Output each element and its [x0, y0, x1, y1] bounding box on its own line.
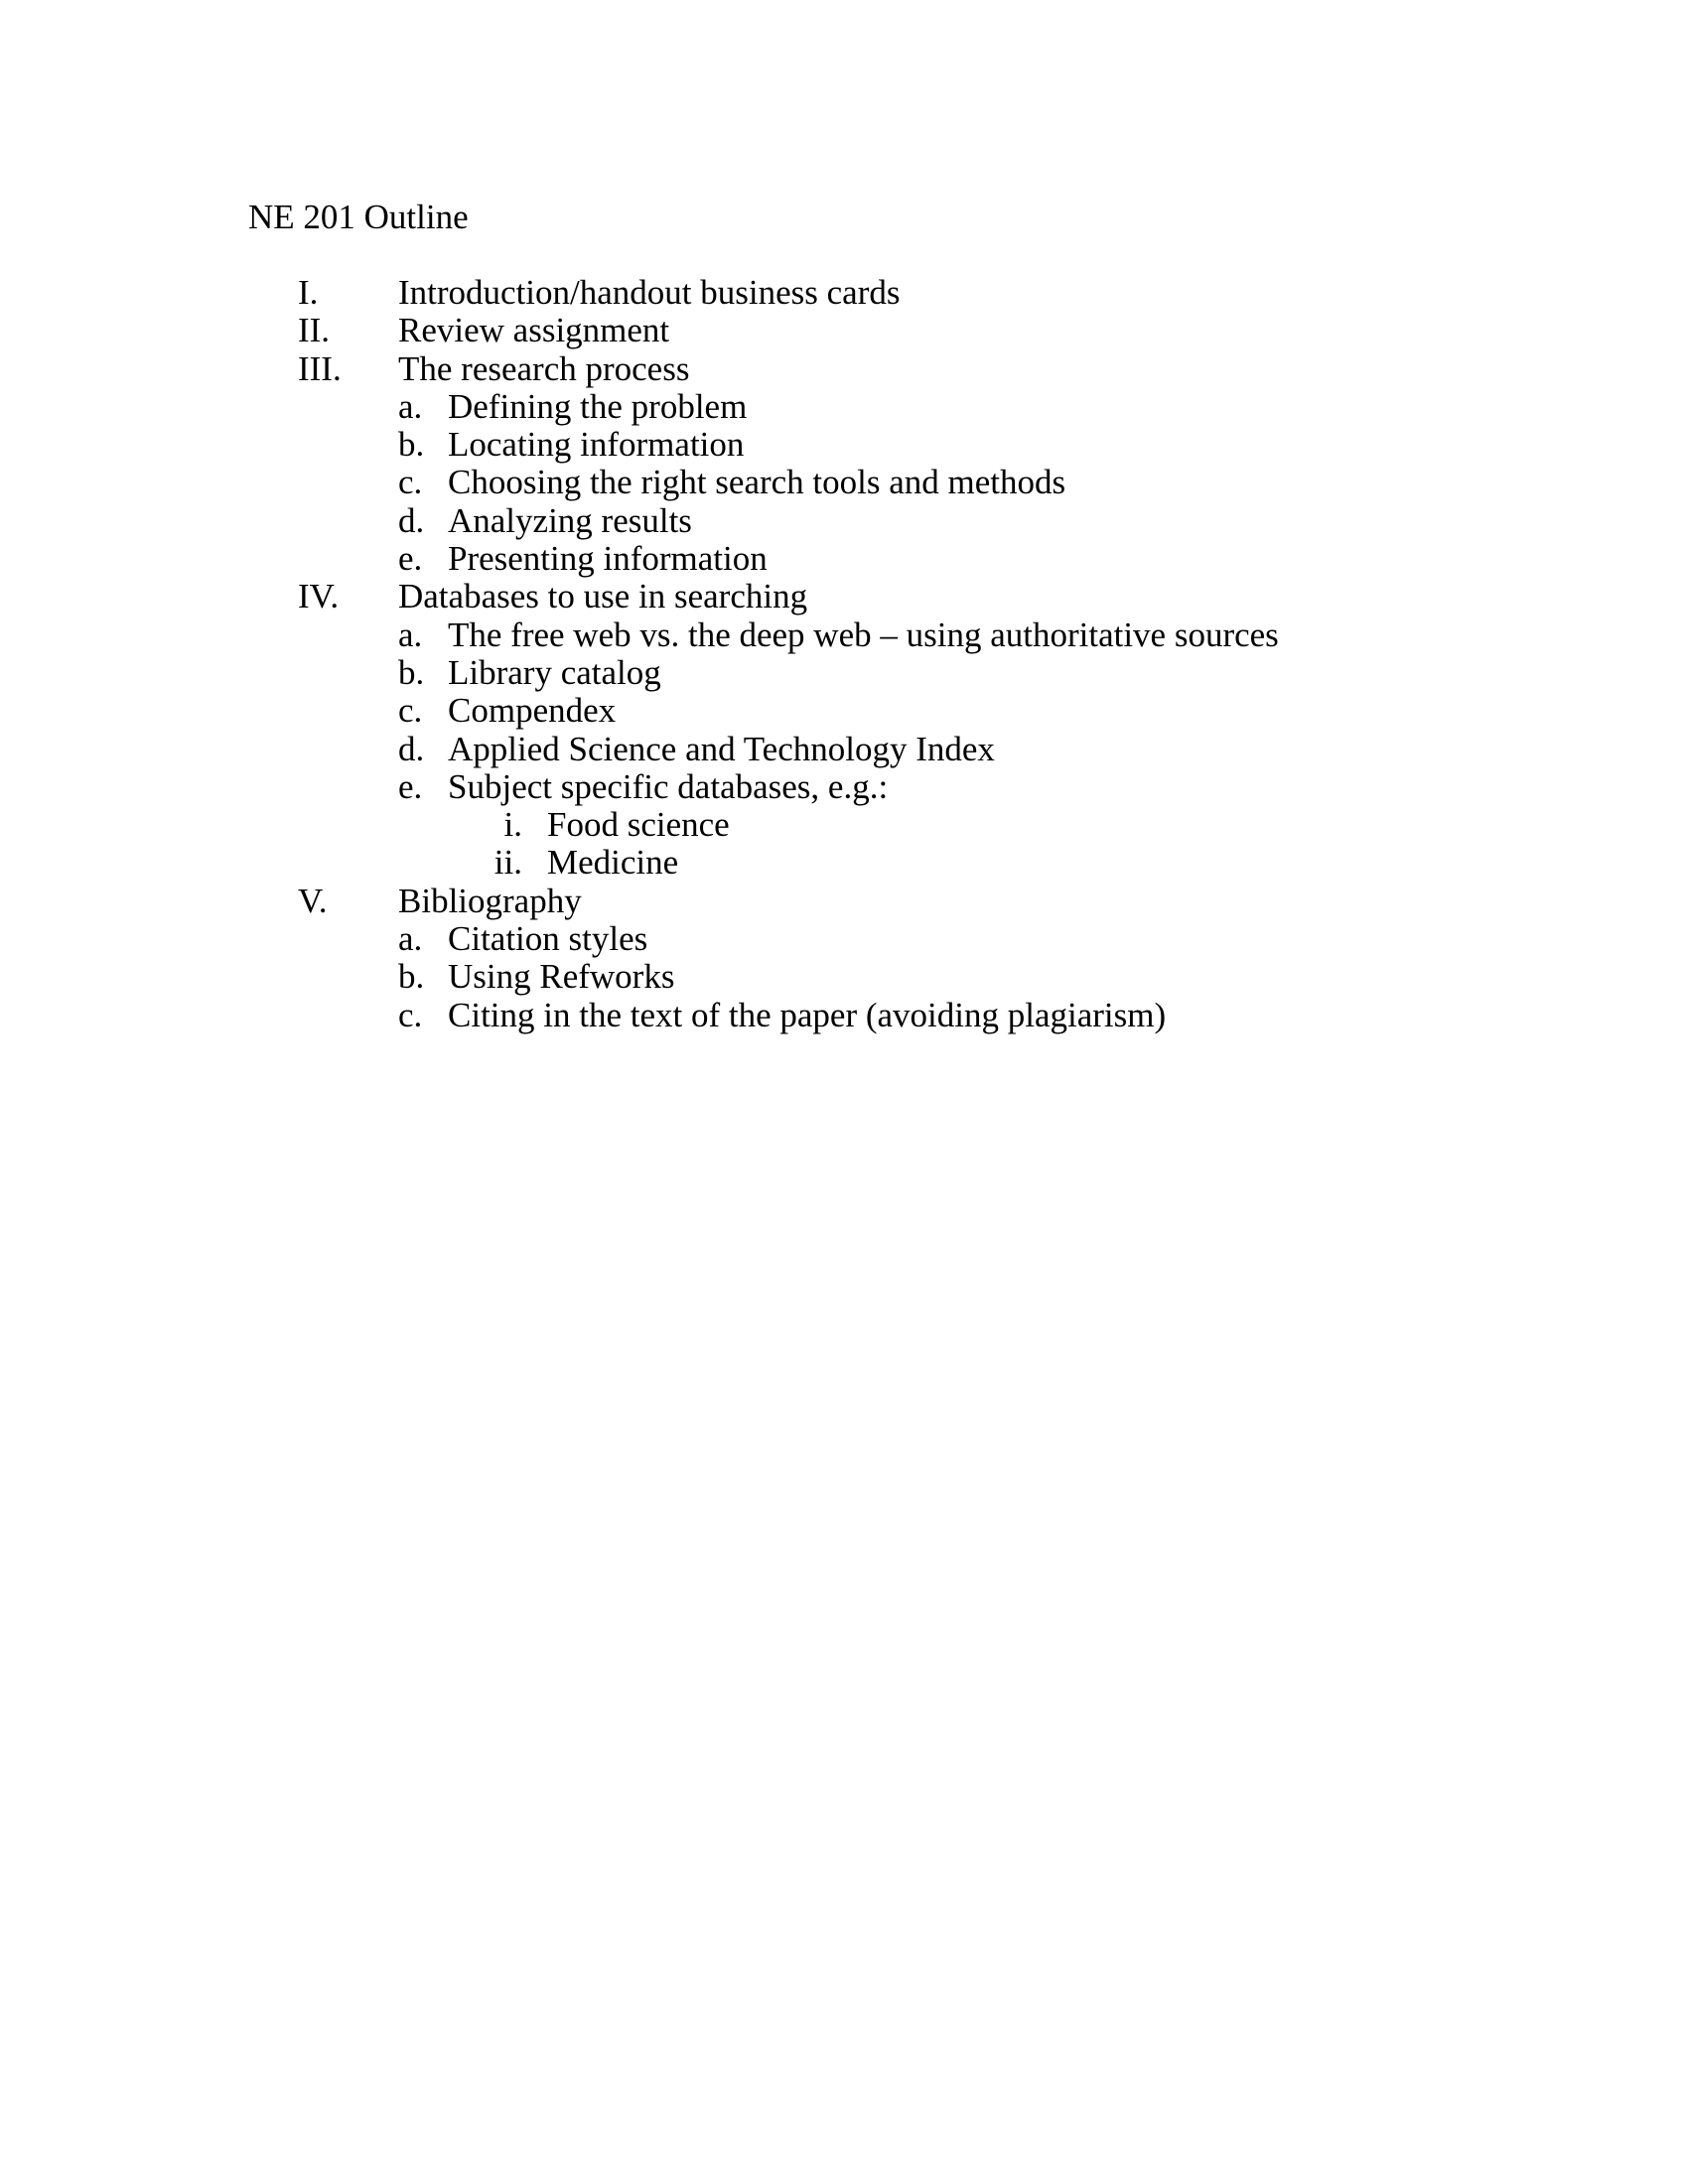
outline-marker: a.: [398, 386, 423, 426]
outline-subitem: [0, 426, 1688, 464]
outline-subitem: [0, 997, 1688, 1034]
outline-subitem: [0, 654, 1688, 692]
outline-marker: V.: [298, 881, 328, 920]
outline-marker: b.: [398, 957, 425, 997]
outline-text: Using Refworks: [448, 957, 675, 997]
outline-marker: e.: [398, 539, 423, 579]
outline-subsubitem: [0, 844, 1688, 882]
outline-text: Citing in the text of the paper (avoiding plagiarism): [448, 995, 1167, 1034]
outline-item: [0, 350, 1688, 388]
outline-subitem: [0, 920, 1688, 958]
outline-item: [0, 578, 1688, 615]
outline-text: The research process: [398, 348, 690, 388]
outline-item: [0, 274, 1688, 312]
outline-text: Locating information: [448, 425, 745, 465]
outline-marker: II.: [298, 311, 331, 350]
outline-list: [0, 274, 1688, 1034]
outline-subitem: [0, 692, 1688, 730]
outline-text: Compendex: [448, 691, 617, 731]
outline-text: Defining the problem: [448, 386, 748, 426]
outline-subitem: [0, 768, 1688, 806]
outline-subitem: [0, 502, 1688, 540]
outline-marker: III.: [298, 348, 342, 388]
outline-item: [0, 312, 1688, 349]
outline-text: Library catalog: [448, 652, 661, 692]
outline-text: Medicine: [547, 843, 679, 883]
outline-text: Choosing the right search tools and methods: [448, 463, 1066, 502]
outline-item: [0, 883, 1688, 920]
outline-marker: ii.: [493, 843, 522, 883]
outline-text: Bibliography: [398, 881, 582, 920]
outline-text: Databases to use in searching: [398, 577, 808, 616]
outline-text: Analyzing results: [448, 500, 692, 540]
outline-subitem: [0, 731, 1688, 768]
outline-marker: IV.: [298, 577, 340, 616]
outline-text: Review assignment: [398, 311, 670, 350]
outline-text: Applied Science and Technology Index: [448, 729, 995, 768]
outline-marker: I.: [298, 273, 319, 312]
outline-text: Citation styles: [448, 919, 648, 959]
outline-subitem: [0, 616, 1688, 654]
outline-marker: d.: [398, 729, 425, 768]
outline-subitem: [0, 388, 1688, 426]
outline-marker: i.: [503, 805, 522, 845]
outline-marker: c.: [398, 691, 423, 731]
outline-marker: c.: [398, 995, 423, 1034]
outline-marker: c.: [398, 463, 423, 502]
outline-subsubitem: [0, 806, 1688, 844]
outline-marker: a.: [398, 919, 423, 959]
document-title: NE 201 Outline: [248, 198, 469, 236]
outline-subitem: [0, 958, 1688, 996]
outline-marker: b.: [398, 652, 425, 692]
outline-subitem: [0, 464, 1688, 501]
outline-marker: a.: [398, 614, 423, 654]
outline-marker: b.: [398, 425, 425, 465]
outline-text: The free web vs. the deep web – using authoritative sources: [448, 614, 1279, 654]
outline-text: Presenting information: [448, 539, 768, 579]
outline-marker: e.: [398, 766, 423, 806]
outline-subitem: [0, 540, 1688, 578]
outline-text: Introduction/handout business cards: [398, 273, 901, 312]
outline-marker: d.: [398, 500, 425, 540]
outline-text: Subject specific databases, e.g.:: [448, 766, 889, 806]
outline-text: Food science: [547, 805, 730, 845]
